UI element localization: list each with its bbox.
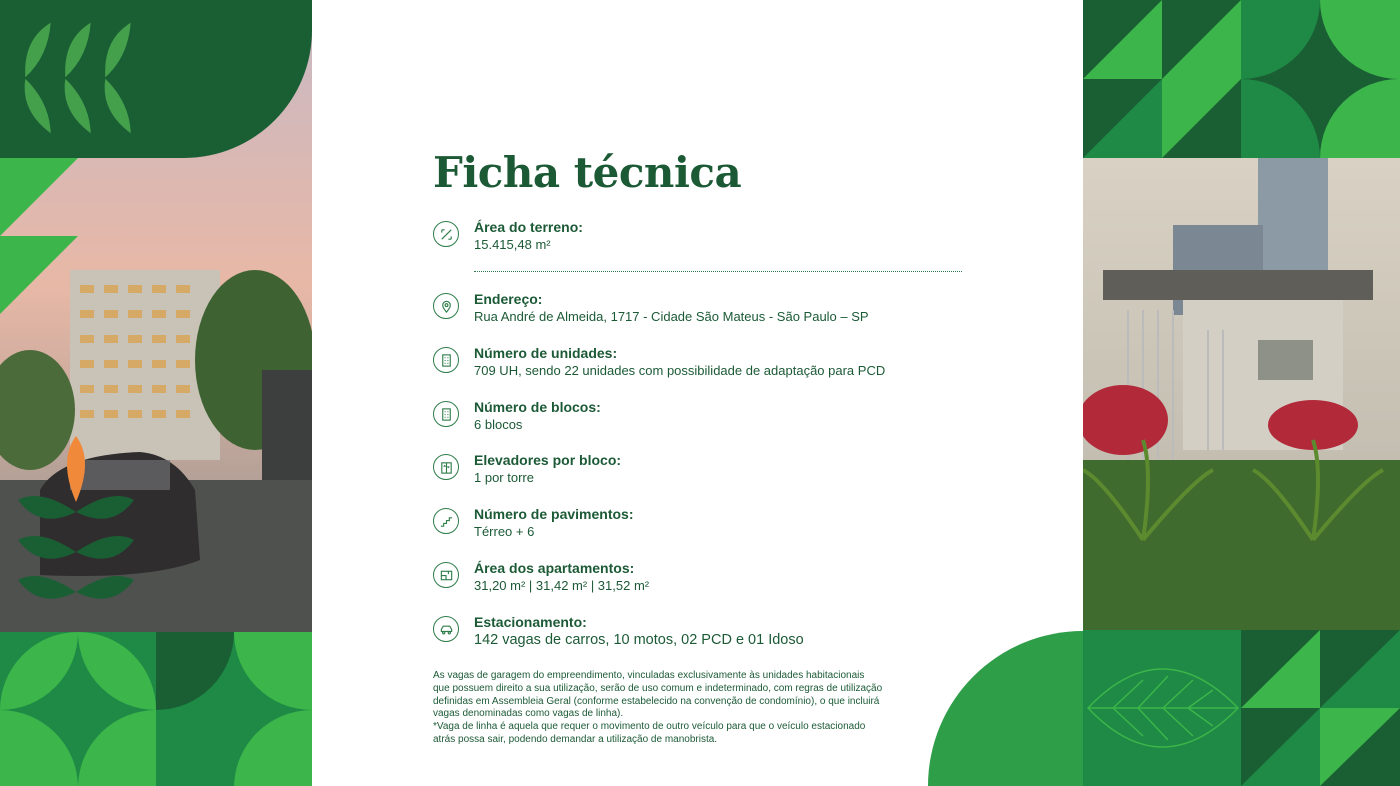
section-divider — [474, 271, 962, 272]
spec-value: 142 vagas de carros, 10 motos, 02 PCD e 01 Idoso — [474, 632, 804, 648]
building-icon — [433, 347, 459, 373]
spec-value: Térreo + 6 — [474, 524, 535, 539]
spec-item-parking — [433, 614, 993, 658]
spec-label: Elevadores por bloco: — [474, 452, 622, 468]
corner-shape — [928, 628, 1083, 786]
right-photo-collage — [1083, 0, 1400, 786]
spec-value: Rua André de Almeida, 1717 - Cidade São Mateus - São Paulo – SP — [474, 309, 869, 324]
elevator-icon — [433, 454, 459, 480]
disclaimer-footnote: *Vaga de linha é aquela que requer o movimento de outro veículo para que o veículo estacionado atrás possa sair, podendo demandar a utilização de manobrista. — [433, 721, 866, 745]
garden — [1083, 460, 1400, 630]
entrance-canopy — [1103, 270, 1373, 300]
spec-item-floors — [433, 506, 993, 550]
spec-sheet-panel — [312, 0, 1083, 786]
building-icon — [433, 401, 459, 427]
left-photo-collage — [0, 0, 312, 786]
spec-item-blocks — [433, 399, 993, 443]
spec-label: Número de blocos: — [474, 399, 601, 415]
car-icon — [433, 616, 459, 642]
spec-item-address — [433, 291, 993, 335]
spec-value: 709 UH, sendo 22 unidades com possibilidade de adaptação para PCD — [474, 363, 886, 378]
spec-value: 31,20 m² | 31,42 m² | 31,52 m² — [474, 578, 650, 593]
spec-value: 1 por torre — [474, 470, 534, 485]
spec-value: 15.415,48 m² — [474, 237, 551, 252]
page-title: Ficha técnica — [433, 148, 742, 197]
spec-label: Número de unidades: — [474, 345, 618, 361]
spec-label: Endereço: — [474, 291, 543, 307]
parking-disclaimer — [433, 670, 883, 747]
spec-item-elevators — [433, 452, 993, 496]
gate — [262, 370, 312, 490]
location-pin-icon — [433, 293, 459, 319]
land-area-icon — [433, 221, 459, 247]
floor-plan-icon — [433, 562, 459, 588]
disclaimer-paragraph: As vagas de garagem do empreendimento, vinculadas exclusivamente às unidades habitacionais que possuem direito a sua utilização, serão de uso comum e indeterminado, com regras de utilização definidas em Assembleia Geral (conforme estabelecido na convenção de condomínio), o que incluirá vagas denominadas como vagas de linha). — [433, 670, 883, 720]
spec-label: Número de pavimentos: — [474, 506, 634, 522]
spec-item-apartment-area — [433, 560, 993, 604]
spec-value: 6 blocos — [474, 417, 523, 432]
spec-label: Estacionamento: — [474, 614, 587, 630]
left-decorative-panel — [0, 0, 312, 786]
stairs-icon — [433, 508, 459, 534]
right-decorative-panel — [1083, 0, 1400, 786]
spec-item-land-area — [433, 219, 993, 263]
spec-label: Área dos apartamentos: — [474, 560, 635, 576]
spec-label: Área do terreno: — [474, 219, 583, 235]
spec-item-units — [433, 345, 993, 389]
